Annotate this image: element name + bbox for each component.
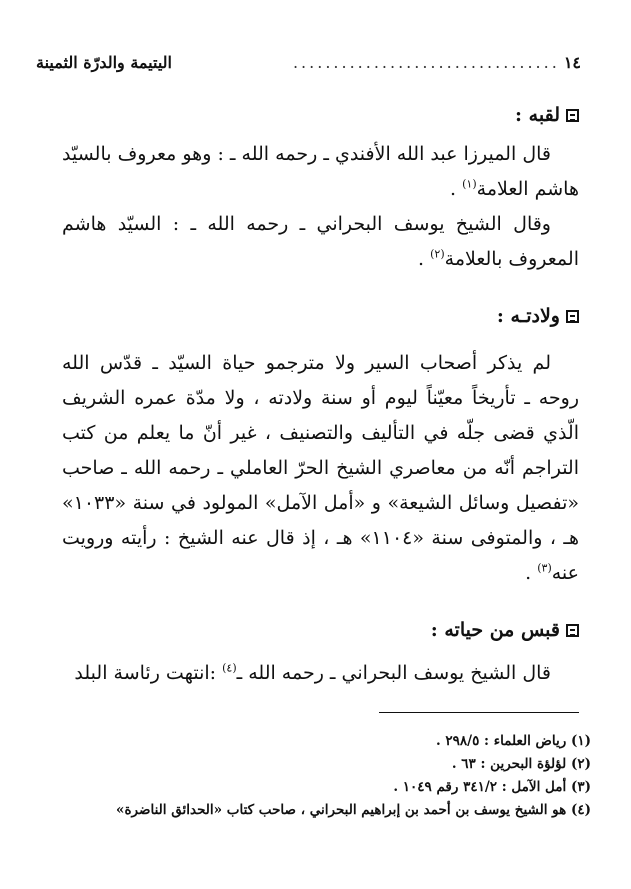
page-number: ١٤: [563, 52, 581, 72]
paragraph-text: قال الشيخ يوسف البحراني ـ رحمه الله ـ: [236, 662, 551, 684]
footnote-1: (١) رياض العلماء : ٢٩٨/٥ .: [436, 733, 591, 749]
footnote-2: (٢) لؤلؤة البحرين : ٦٣ .: [451, 756, 591, 772]
running-title: اليتيمة والدرّة الثمينة: [36, 52, 172, 72]
paragraph-life: [62, 656, 579, 691]
heading-text: قبس من حياته :: [430, 619, 560, 641]
footnote-ref-1: (١): [462, 177, 477, 191]
leader-dots: .................................: [292, 52, 560, 72]
page-body: [62, 92, 579, 691]
footnote-ref-4: (٤): [222, 661, 237, 675]
paragraph-end: .: [525, 562, 538, 584]
section-marker-icon: [566, 109, 579, 122]
section-marker-icon: [566, 624, 579, 637]
footnote-separator: [379, 712, 579, 713]
paragraph-end: .: [418, 248, 431, 270]
paragraph-birth: [62, 346, 579, 591]
section-heading-birth: [62, 299, 579, 334]
paragraph-text: لم يذكر أصحاب السير ولا مترجمو حياة السيّد ـ قدّس الله روحه ـ تأريخاً معيّناً ليوم أو سنة ولادته ، ولا مدّة عمره الشريف الّذي قضى جلّه في التأليف والتصنيف ، غير أنّ ما يعلم من كتب التراجم أنّه من معاصري الشيخ الحرّ العاملي ـ رحمه الله ـ صاحب «تفصيل وسائل الشيعة» و «أمل الآمل» المولود في سنة «١٠٣٣» هـ ، والمتوفى سنة «١١٠٤» هـ ، إذ قال عنه الشيخ : رأيته ورويت عنه: [62, 352, 579, 584]
heading-text: ولادتـه :: [496, 305, 560, 327]
paragraph-text: وقال الشيخ يوسف البحراني ـ رحمه الله ـ : السيّد هاشم المعروف بالعلامة: [62, 213, 579, 270]
section-heading-title: [62, 98, 579, 133]
paragraph-end: .: [450, 178, 463, 200]
footnote-4: (٤) هو الشيخ يوسف بن أحمد بن إبراهيم البحراني ، صاحب كتاب «الحدائق الناضرة»: [116, 802, 591, 818]
section-heading-life: [62, 613, 579, 648]
paragraph-afandi: [62, 137, 579, 207]
footnote-3: (٣) أمل الآمل : ٣٤١/٢ رقم ١٠٤٩ .: [393, 779, 591, 795]
page-header: [36, 48, 581, 76]
heading-text: لقبه :: [515, 104, 560, 126]
paragraph-bahrani: [62, 207, 579, 277]
footnote-ref-2: (٢): [430, 247, 445, 261]
footnotes: [30, 730, 591, 822]
section-marker-icon: [566, 310, 579, 323]
paragraph-text: قال الميرزا عبد الله الأفندي ـ رحمه الله ـ : وهو معروف بالسيّد هاشم العلامة: [62, 143, 579, 200]
paragraph-end: :انتهت رئاسة البلد: [74, 662, 223, 684]
footnote-ref-3: (٣): [537, 561, 552, 575]
